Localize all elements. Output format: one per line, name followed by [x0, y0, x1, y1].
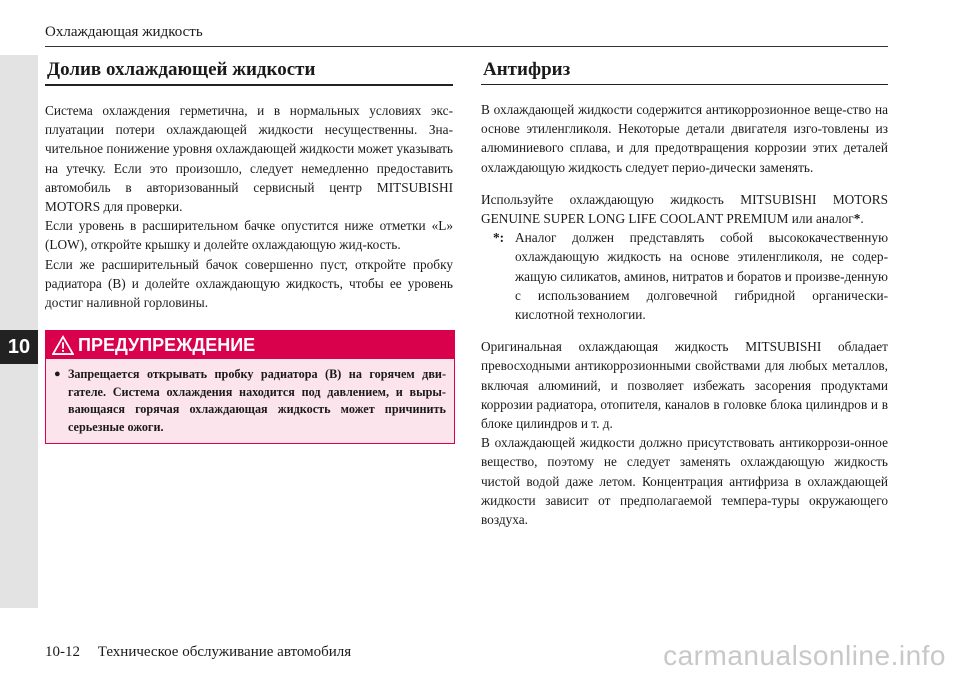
paragraph: [481, 190, 888, 228]
section-title-antifreeze: Антифриз: [483, 59, 571, 80]
warning-text: Запрещается открывать пробку радиатора (B) на горячем дви-гателе. Система охлаждения находится под давлением, и выры-вающаяся горячая охлаждающая жидкость может причинить серьезные ожоги.: [68, 367, 446, 434]
footnote-label: *:: [493, 230, 505, 246]
footnote-text: Аналог должен представлять собой высококачественную охлаждающую жидкость на основе этиленгликоля, не содер-жащую силикатов, аминов, нитратов и боратов и произве-денную с использованием долговечной гибридной органически-кислотной технологии.: [515, 230, 888, 323]
warning-title: ПРЕДУПРЕЖДЕНИЕ: [78, 334, 256, 355]
bullet-icon: ●: [54, 368, 61, 381]
warning-body: [46, 359, 454, 443]
chapter-tab: 10: [0, 330, 38, 364]
paragraph: В охлаждающей жидкости должно присутствовать антикоррози-онное вещество, поэтому не следует заменять охлаждающую жидкость чистой водой даже летом. Концентрация антифриза в охлаждающей жидкости зависит от предполагаемой темпера-туры окружающего воздуха.: [481, 435, 888, 528]
paragraph-text: Используйте охлаждающую жидкость MITSUBISHI MOTORS GENUINE SUPER LONG LIFE COOLANT PREMIUM или аналог: [481, 191, 888, 227]
warning-triangle-icon: [52, 335, 74, 355]
paragraph: Если же расширительный бачок совершенно пуст, откройте пробку радиатора (B) и долейте охлаждающую жидкость, чтобы ее уровень достиг наливной горловины.: [45, 256, 453, 311]
warning-header: [46, 331, 454, 359]
running-header: Охлаждающая жидкость: [45, 24, 203, 40]
paragraph: В охлаждающей жидкости содержится антикоррозионное веще-ство на основе этиленгликоля. Некоторые детали двигателя изго-товлены из алюминиевого сплава, и для предотвращения коррозии этих деталей охлаждающую жидкость следует перио-дически заменять.: [481, 102, 888, 175]
footer-title: Техническое обслуживание автомобиля: [97, 644, 352, 660]
page-footer: [45, 644, 351, 661]
right-column: [481, 55, 888, 529]
page-number: 10-12: [45, 644, 80, 660]
left-column: [45, 55, 453, 444]
section-title-coolant-refill: Долив охлаждающей жидкости: [47, 59, 316, 80]
paragraph: Оригинальная охлаждающая жидкость MITSUBISHI обладает превосходными антикоррозионными свойствами для любых металлов, включая алюминий, и позволяет избежать засорения продуктами коррозии радиатора, отопителя, каналов в головке блока цилиндров и в блоке цилиндров и т. д.: [481, 339, 888, 432]
header-divider: [45, 46, 888, 47]
paragraph: Если уровень в расширительном бачке опустится ниже отметки «L» (LOW), откройте крышку и долейте охлаждающую жид-кость.: [45, 218, 453, 253]
paragraph-end: .: [860, 211, 864, 227]
footnote: [493, 228, 888, 324]
footnote-marker: *: [853, 211, 861, 227]
watermark: carmanualsonline.info: [663, 640, 946, 671]
warning-box: [45, 330, 455, 444]
paragraph: Система охлаждения герметична, и в нормальных условиях экс-плуатации потери охлаждающей жидкости несущественны. Зна-чительное понижение уровня охлаждающей жидкости может указывать на утечку. Если это произошло, следует немедленно предоставить автомобиль в авторизованный сервисный центр MITSUBISHI MOTORS для проверки.: [45, 103, 453, 215]
